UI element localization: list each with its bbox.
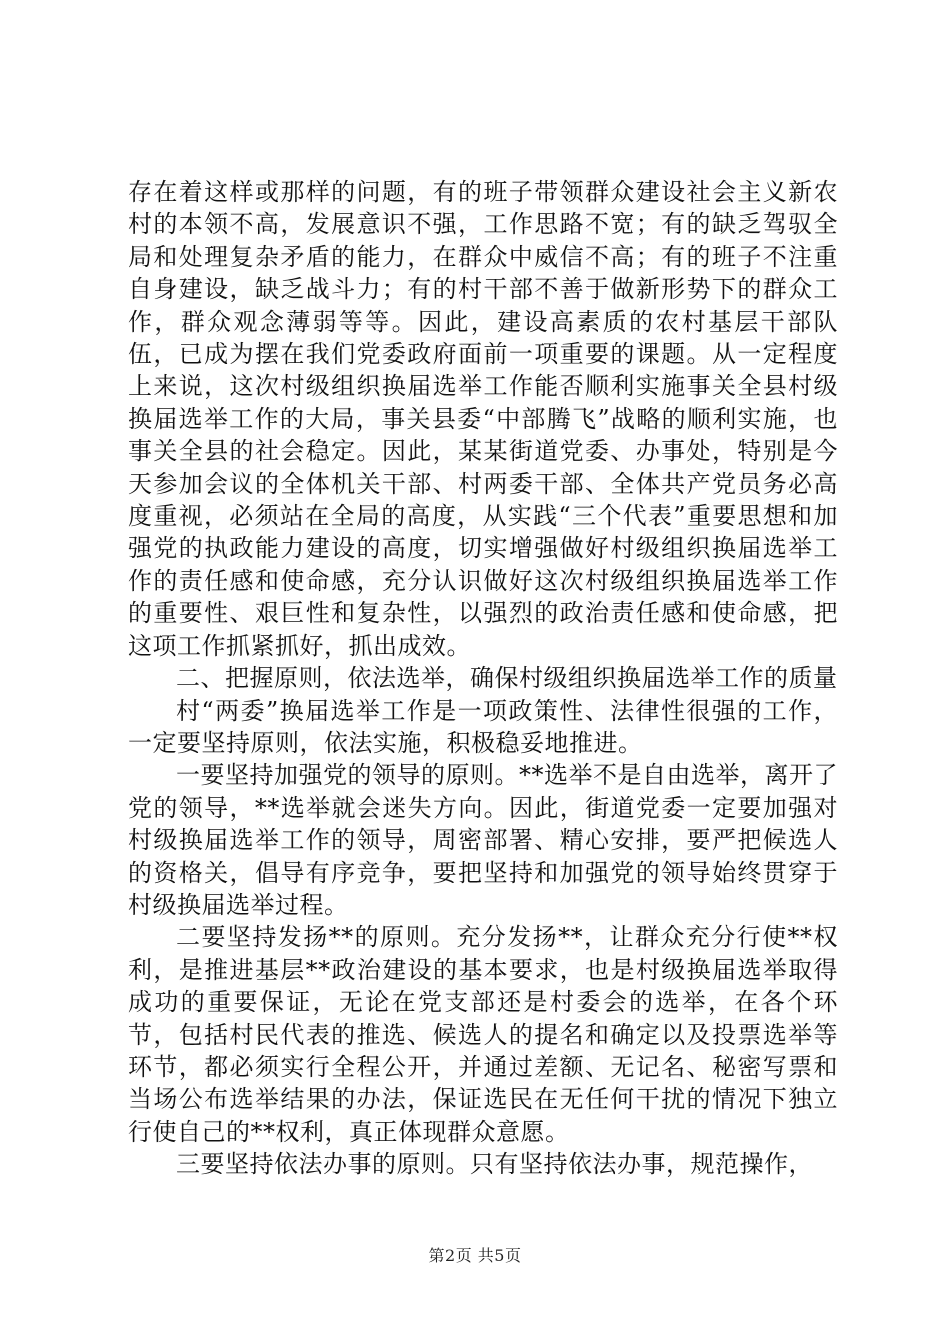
paragraph-continued: 存在着这样或那样的问题，有的班子带领群众建设社会主义新农村的本领不高，发展意识不强，工作思路不宽；有的缺乏驾驭全局和处理复杂矛盾的能力，在群众中威信不高；有的班子不注重自身建设，缺乏战斗力；有的村干部不善于做新形势下的群众工作，群众观念薄弱等等。因此，建设高素质的农村基层干部队伍，已成为摆在我们党委政府面前一项重要的课题。从一定程度上来说，这次村级组织换届选举工作能否顺利实施事关全县村级换届选举工作的大局，事关县委“中部腾飞”战略的顺利实施，也事关全县的社会稳定。因此，某某街道党委、办事处，特别是今天参加会议的全体机关干部、村两委干部、全体共产党员务必高度重视，必须站在全局的高度，从实践“三个代表”重要思想和加强党的执政能力建设的高度，切实增强做好村级组织换届选举工作的责任感和使命感，充分认识做好这次村级组织换届选举工作的重要性、艰巨性和复杂性，以强烈的政治责任感和使命感，把这项工作抓紧抓好，抓出成效。 <box>128 178 838 660</box>
paragraph: 村“两委”换届选举工作是一项政策性、法律性很强的工作，一定要坚持原则，依法实施，积极稳妥地推进。 <box>128 696 838 757</box>
paragraph: 三要坚持依法办事的原则。只有坚持依法办事，规范操作， <box>176 1150 813 1179</box>
section-heading: 二、把握原则，依法选举，确保村级组织换届选举工作的质量 <box>176 664 838 693</box>
document-body <box>128 176 838 1181</box>
paragraph: 二要坚持发扬**的原则。充分发扬**，让群众充分行使**权利，是推进基层**政治建设的基本要求，也是村级换届选举取得成功的重要保证，无论在党支部还是村委会的选举，在各个环节，包括村民代表的推选、候选人的提名和确定以及投票选举等环节，都必须实行全程公开，并通过差额、无记名、秘密写票和当场公布选举结果的办法，保证选民在无任何干扰的情况下独立行使自己的**权利，真正体现群众意愿。 <box>128 923 838 1146</box>
paragraph: 一要坚持加强党的领导的原则。**选举不是自由选举，离开了党的领导，**选举就会迷失方向。因此，街道党委一定要加强对村级换届选举工作的领导，周密部署、精心安排，要严把候选人的资格关，倡导有序竞争，要把坚持和加强党的领导始终贯穿于村级换届选举过程。 <box>128 761 838 919</box>
page-number-footer: 第2页 共5页 <box>428 1246 522 1265</box>
